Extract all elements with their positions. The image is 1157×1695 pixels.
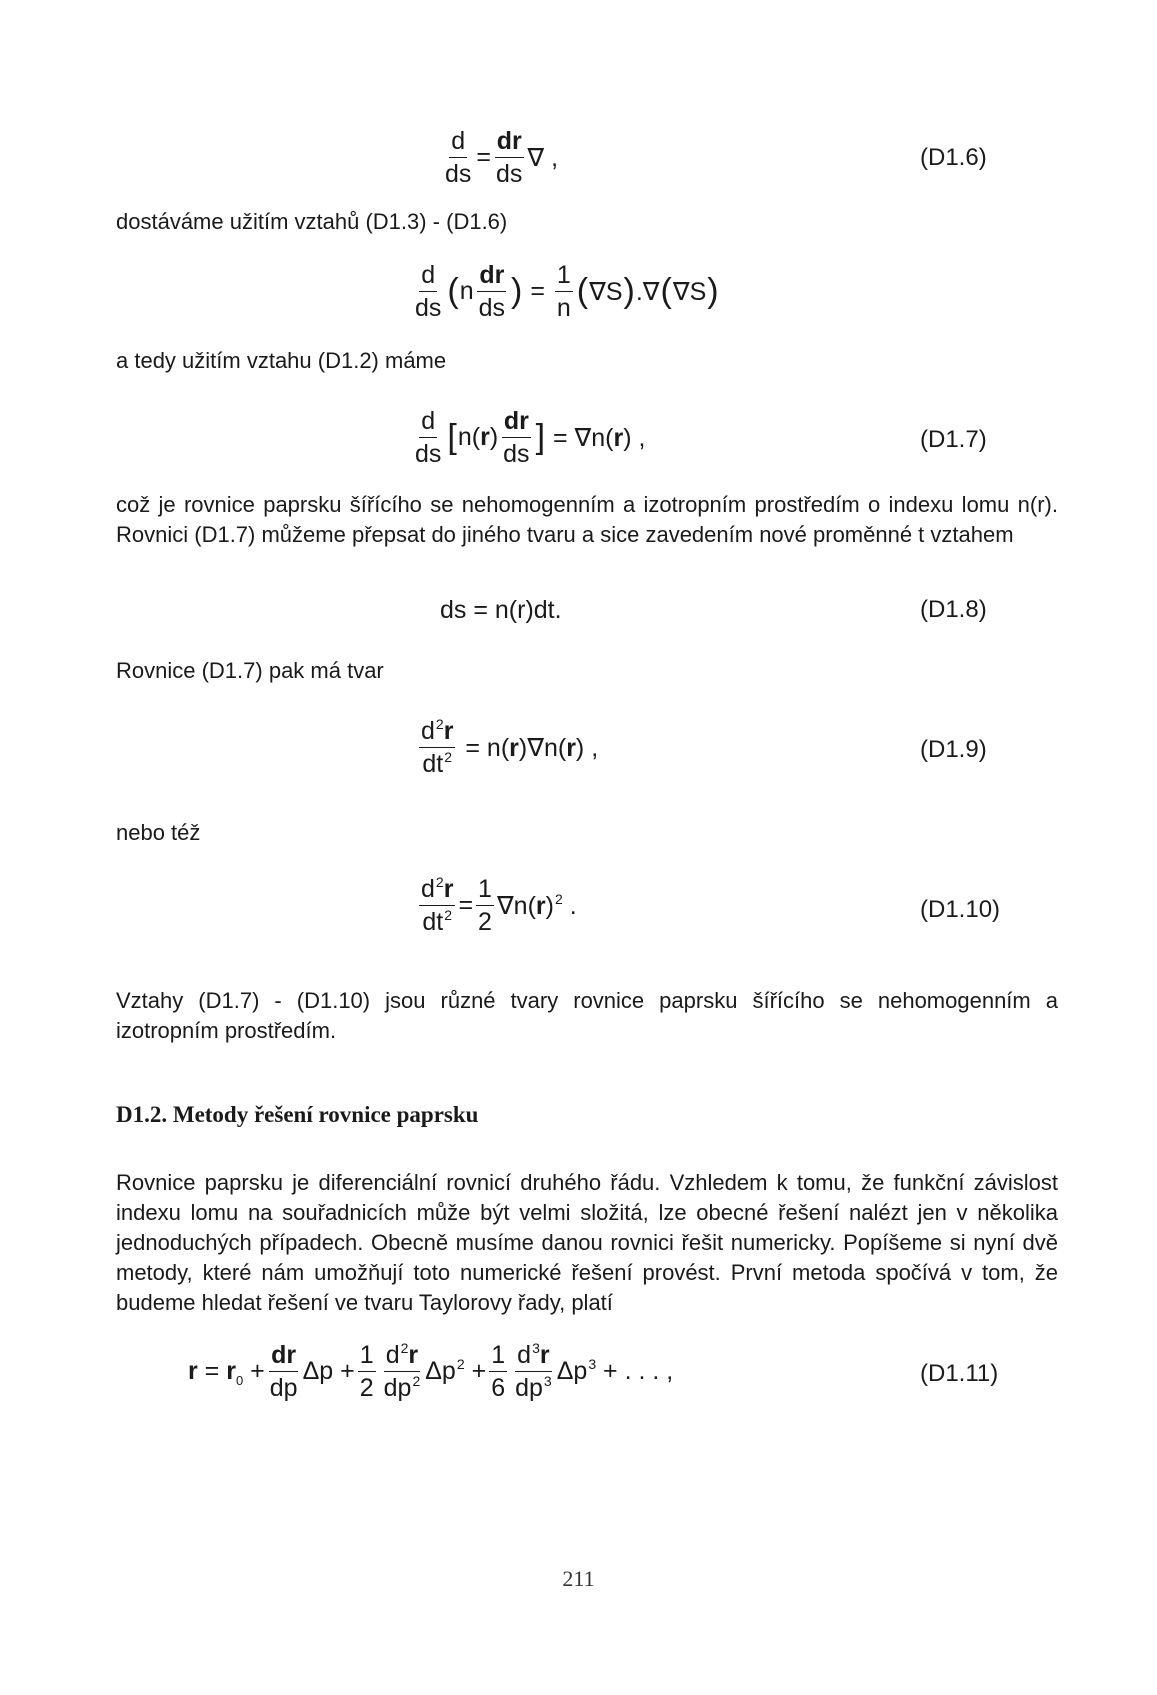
equation-number: (D1.8) xyxy=(920,596,987,623)
text-line: a tedy užitím vztahu (D1.2) máme xyxy=(116,348,447,373)
equation-body: $r = r_0$ + $\frac{dr}{dp}$ Δp + $\frac{1}{2}$ $\frac{d^2r}{dp^2}$ $\Delta p^2$ + $\frac{1}{6}$ $\frac{d^3r}{dp^3}$ $\Delta p^3$ + . . . , xyxy=(188,1340,674,1403)
equation-body: $\frac{d}{ds}$ ( n $\frac{dr}{ds}$ ) = $\frac{1}{n}$ ( ∇S ) .∇ ( ∇S ) xyxy=(415,261,719,323)
equation-body: $\frac{d^2r}{dt^2}$ = n(r)∇n(r) , xyxy=(421,716,599,779)
section-heading: D1.2. Metody řešení rovnice paprsku xyxy=(116,1102,479,1127)
text-line: Rovnice (D1.7) pak má tvar xyxy=(116,658,384,683)
paragraph: Rovnice paprsku je diferenciální rovnicí druhého řádu. Vzhledem k tomu, že funkční závislost indexu lomu na souřadnicích může být velmi složitá, lze obecné řešení nalézt jen v několika jednoduchých případech. Obecně musíme danou rovnici řešit numericky. Popíšeme si nyní dvě metody, které nám umožňují toto numerické řešení provést. První metoda spočívá v tom, že budeme hledat řešení ve tvaru Taylorovy řady, platí xyxy=(116,1170,1058,1315)
equation-number: (D1.11) xyxy=(920,1360,999,1387)
equation-number: (D1.10) xyxy=(920,896,1001,923)
paragraph: což je rovnice paprsku šířícího se nehomogenním a izotropním prostředím o indexu lomu n(r). Rovnici (D1.7) můžeme přepsat do jiného tvaru a sice zavedením nové proměnné t vztahem xyxy=(116,492,1058,547)
equation-body: $\frac{d}{ds}$ = $\frac{dr}{ds}$ ∇ , xyxy=(445,127,559,189)
equation-body: $\frac{d}{ds}$ [ n(r) $\frac{dr}{ds}$ ] = ∇n(r) , xyxy=(415,407,646,469)
equation-number: (D1.7) xyxy=(920,426,987,453)
paragraph: Vztahy (D1.7) - (D1.10) jsou různé tvary rovnice paprsku šířícího se nehomogenním a izotropním prostředím. xyxy=(116,988,1058,1043)
equation-number: (D1.9) xyxy=(920,736,987,763)
equation-number: (D1.6) xyxy=(920,144,987,171)
equation-body: $\frac{d^2r}{dt^2}$ = $\frac{1}{2}$ $\nabla n(r)^2$ . xyxy=(421,874,577,937)
text-line: nebo též xyxy=(116,820,201,845)
equation-body: ds = n(r)dt. xyxy=(440,596,562,624)
page-number: 211 xyxy=(562,1566,595,1591)
text-line: dostáváme užitím vztahů (D1.3) - (D1.6) xyxy=(116,209,508,234)
